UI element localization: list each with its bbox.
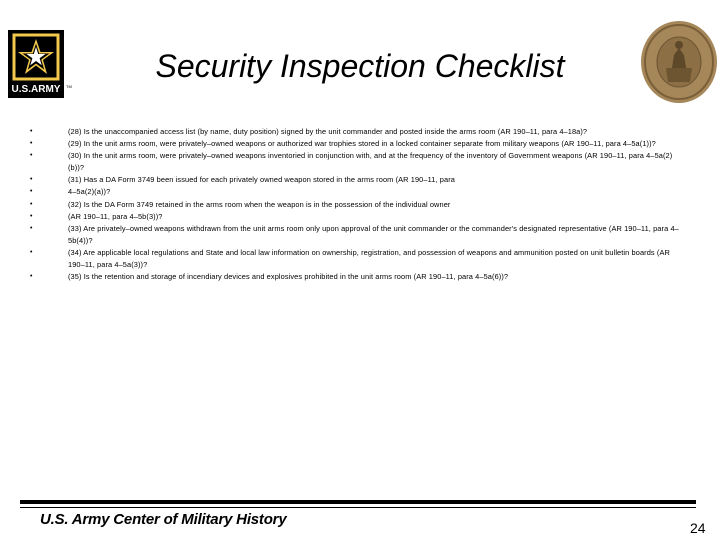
checklist — [30, 126, 680, 283]
bullet-icon: • — [30, 152, 33, 160]
logo-wordmark: U.S.ARMY — [11, 84, 61, 95]
footer-divider-thin — [20, 507, 696, 508]
page-title: Security Inspection Checklist — [155, 48, 565, 84]
footer-title: U.S. Army Center of Military History — [40, 511, 287, 528]
bullet-icon: • — [30, 212, 33, 220]
list-item: • (34) Are applicable local regulations and State and local law information on ownership, registration, and possession of weapons and ammunition posted on unit bulletin boards (AR 190–11, para 4–5a(3))? — [30, 247, 670, 270]
list-item: • (30) In the unit arms room, were privately–owned weapons inventoried in conjunction with, and at the frequency of the inventory of Government weapons (AR 190–11, para 4–5a(2)(b))? — [30, 151, 673, 173]
list-item: • (32) Is the DA Form 3749 retained in the arms room when the weapon is in the possession of the individual owner — [30, 199, 680, 211]
list-item: • (31) Has a DA Form 3749 been issued for each privately owned weapon stored in the arms room (AR 190–11, para — [30, 174, 680, 186]
footer-divider-thick — [20, 500, 696, 504]
list-item: • (35) Is the retention and storage of incendiary devices and explosives prohibited in the unit arms room (AR 190–11, para 4–5a(6))? — [30, 271, 680, 283]
bullet-icon: • — [30, 140, 33, 148]
list-item: • (33) Are privately–owned weapons withdrawn from the unit arms room only upon approval of the unit commander or the commander's designated representative (AR 190–11, para 4–5b(4))? — [30, 223, 679, 245]
center-of-military-history-seal — [640, 20, 718, 104]
list-item: • (29) In the unit arms room, were privately–owned weapons or authorized war trophies stored in a locked container separate from military weapons (AR 190–11, para 4–5a(1))? — [30, 138, 680, 150]
page-number: 24 — [690, 520, 706, 536]
list-item: • 4–5a(2)(a))? — [30, 186, 680, 198]
bullet-icon: • — [30, 128, 33, 135]
list-item: • (AR 190–11, para 4–5b(3))? — [30, 211, 680, 223]
bullet-icon: • — [30, 200, 33, 208]
bullet-icon: • — [30, 188, 33, 196]
list-item: • (28) Is the unaccompanied access list (by name, duty position) signed by the unit commander and posted inside the arms room (AR 190–11, para 4–18a)? — [30, 126, 680, 138]
logo-trademark: TM — [66, 84, 72, 89]
bullet-icon: • — [30, 224, 33, 232]
bullet-icon: • — [30, 248, 33, 256]
us-army-logo — [8, 30, 70, 98]
bullet-icon: • — [30, 273, 33, 281]
bullet-icon: • — [30, 176, 33, 184]
